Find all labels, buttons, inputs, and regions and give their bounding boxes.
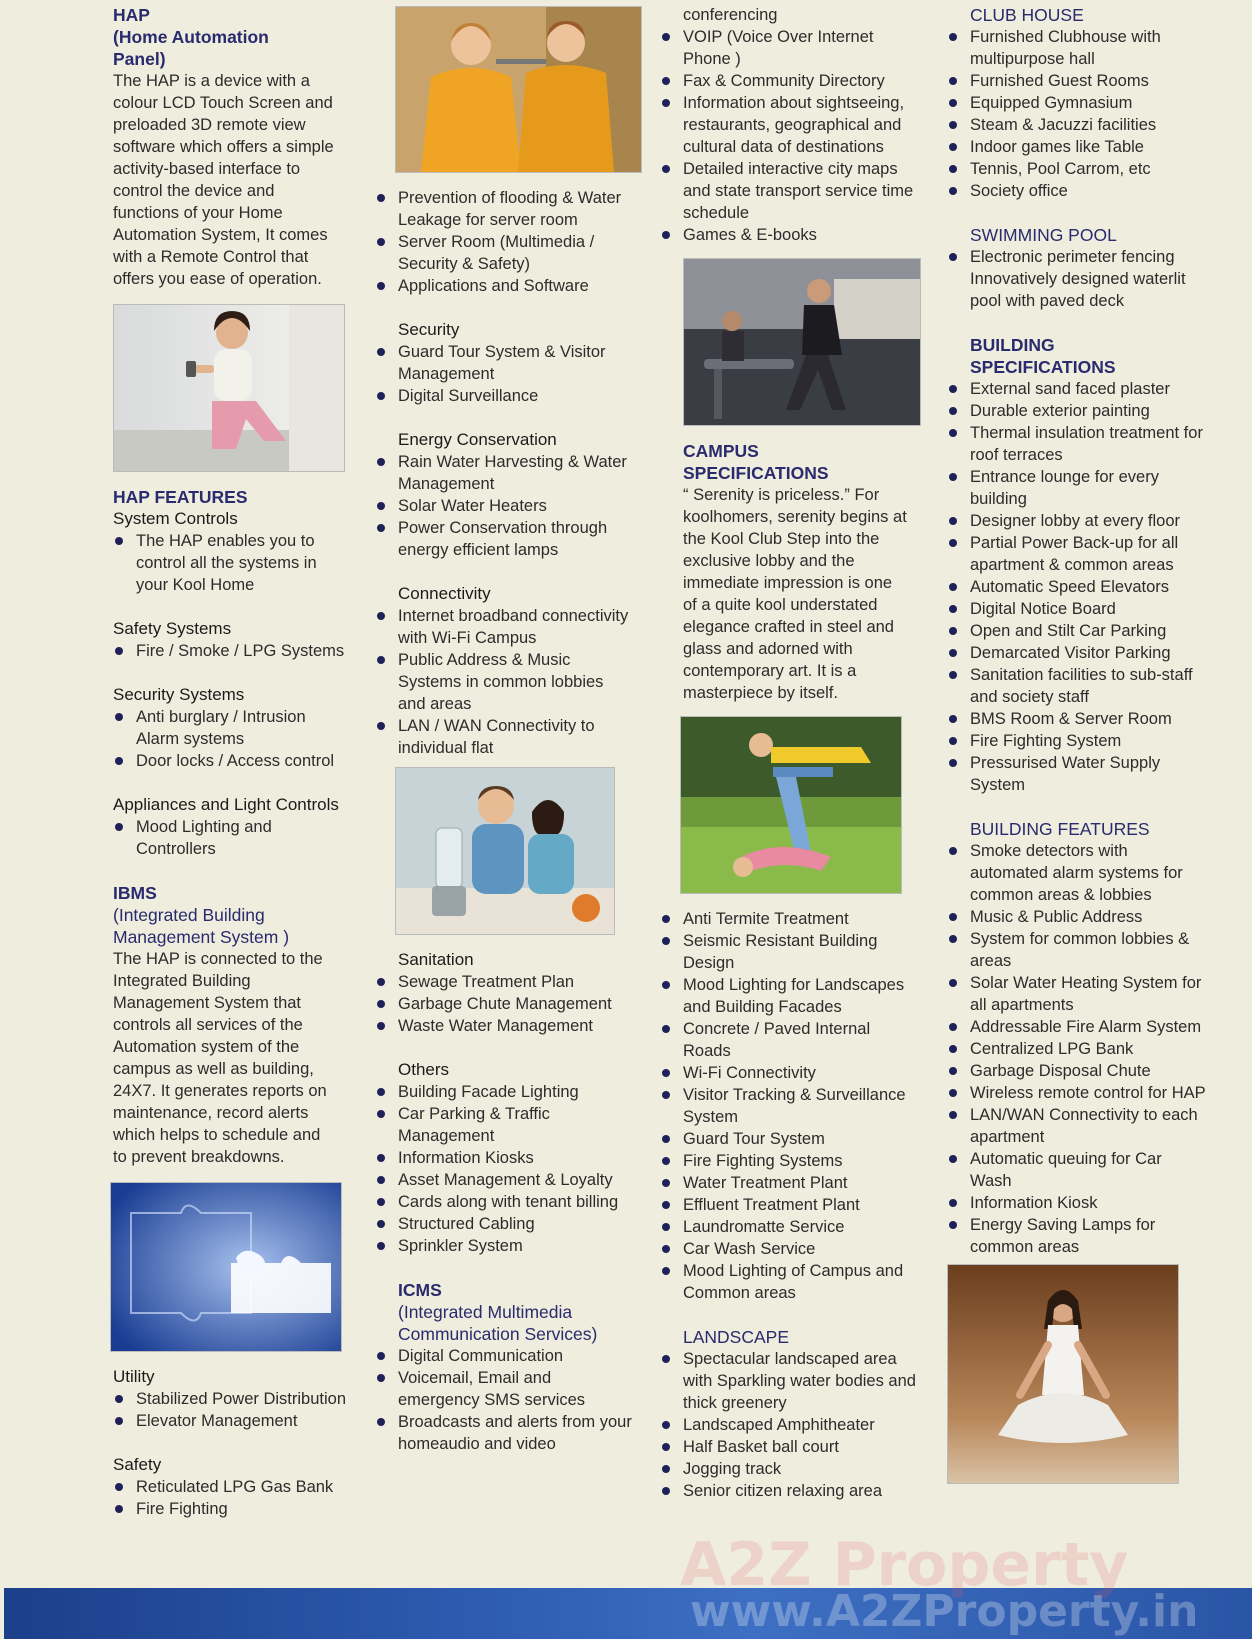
list-item: Games & E-books — [660, 224, 922, 246]
list-item: Partial Power Back-up for all apartment & common areas — [947, 532, 1207, 576]
campus-body — [660, 484, 922, 704]
list-item: Smoke detectors with automated alarm systems for common areas & lobbies — [947, 840, 1207, 906]
connectivity-heading: Connectivity — [398, 584, 491, 603]
list-item: Durable exterior painting — [947, 400, 1207, 422]
text-line: “ Serenity is priceless.” For — [683, 486, 880, 504]
text-line: with a Remote Control that — [113, 248, 309, 266]
icms-title: ICMS — [398, 1280, 442, 1300]
list-item: Solar Water Heaters — [375, 495, 633, 517]
list-item: Designer lobby at every floor — [947, 510, 1207, 532]
list-item: Electronic perimeter fencing Innovatively designed waterlit pool with paved deck — [947, 246, 1207, 312]
ibms-body — [113, 948, 348, 1168]
list-item: Sewage Treatment Plan — [375, 971, 633, 993]
text-line: the Kool Club Step into the — [683, 530, 880, 548]
swimming-pool-list — [947, 246, 1207, 312]
utility-list — [113, 1388, 348, 1432]
list-item: Steam & Jacuzzi facilities — [947, 114, 1207, 136]
list-item: Asset Management & Loyalty — [375, 1169, 633, 1191]
list-item: Automatic queuing for Car Wash — [947, 1148, 1207, 1192]
ibms-subtitle-line-1: (Integrated Building — [113, 905, 265, 925]
list-item: Information Kiosk — [947, 1192, 1207, 1214]
energy-heading: Energy Conservation — [398, 430, 557, 449]
list-item: Addressable Fire Alarm System — [947, 1016, 1207, 1038]
text-line: Automation system of the — [113, 1038, 300, 1056]
list-item: Waste Water Management — [375, 1015, 633, 1037]
list-item: Garbage Disposal Chute — [947, 1060, 1207, 1082]
building-specs-title-line-2: SPECIFICATIONS — [970, 357, 1116, 377]
woman-with-remote-illustration — [114, 305, 344, 471]
yoga-illustration — [948, 1265, 1178, 1483]
list-item: Fire / Smoke / LPG Systems — [113, 640, 348, 662]
list-item: Public Address & Music Systems in common lobbies and areas — [375, 649, 633, 715]
sanitation-list — [375, 971, 633, 1037]
security-systems-heading: Security Systems — [113, 685, 245, 704]
list-item: Wireless remote control for HAP — [947, 1082, 1207, 1104]
server-list — [375, 187, 633, 297]
text-line: functions of your Home — [113, 204, 283, 222]
list-item: Spectacular landscaped area with Sparkling water bodies and thick greenery — [660, 1348, 922, 1414]
list-item: Wi-Fi Connectivity — [660, 1062, 922, 1084]
landscape-title: LANDSCAPE — [683, 1327, 790, 1347]
list-item: Reticulated LPG Gas Bank — [113, 1476, 348, 1498]
list-item: Digital Surveillance — [375, 385, 633, 407]
list-item: Centralized LPG Bank — [947, 1038, 1207, 1060]
services-list — [660, 26, 922, 246]
hap-body — [113, 70, 348, 290]
column-3 — [660, 4, 922, 1502]
list-item: Information about sightseeing, restaurants, geographical and cultural data of destinations — [660, 92, 922, 158]
list-item: Cards along with tenant billing — [375, 1191, 633, 1213]
list-item: Automatic Speed Elevators — [947, 576, 1207, 598]
list-item: Server Room (Multimedia / Security & Safety) — [375, 231, 633, 275]
column-2 — [375, 4, 633, 1455]
text-line: maintenance, record alerts — [113, 1104, 309, 1122]
sanitation-heading: Sanitation — [398, 950, 474, 969]
text-line: 24X7. It generates reports on — [113, 1082, 327, 1100]
text-line: colour LCD Touch Screen and — [113, 94, 333, 112]
building-features-title: BUILDING FEATURES — [970, 819, 1150, 839]
text-line: which helps to schedule and — [113, 1126, 321, 1144]
list-item: Demarcated Visitor Parking — [947, 642, 1207, 664]
list-item: Pressurised Water Supply System — [947, 752, 1207, 796]
text-line: immediate impression is one — [683, 574, 893, 592]
text-line: koolhomers, serenity begins at — [683, 508, 907, 526]
hap-subtitle-line-1: (Home Automation — [113, 27, 269, 47]
list-item: Society office — [947, 180, 1207, 202]
security-systems-list — [113, 706, 348, 772]
list-item: The HAP enables you to control all the systems in your Kool Home — [113, 530, 348, 596]
list-item: Energy Saving Lamps for common areas — [947, 1214, 1207, 1258]
list-item: Power Conservation through energy efficient lamps — [375, 517, 633, 561]
text-line: preloaded 3D remote view — [113, 116, 306, 134]
club-house-list — [947, 26, 1207, 202]
list-item: Laundromatte Service — [660, 1216, 922, 1238]
building-features-list — [947, 840, 1207, 1258]
list-item: Digital Communication — [375, 1345, 633, 1367]
list-item: Broadcasts and alerts from your homeaudio and video — [375, 1411, 633, 1455]
list-item: Anti burglary / Intrusion Alarm systems — [113, 706, 348, 750]
gym-illustration — [684, 259, 920, 425]
list-item: Anti Termite Treatment — [660, 908, 922, 930]
text-line: control the device and — [113, 182, 275, 200]
father-child-photo — [680, 716, 902, 894]
list-item: Concrete / Paved Internal Roads — [660, 1018, 922, 1062]
building-specs-list — [947, 378, 1207, 796]
list-item: Structured Cabling — [375, 1213, 633, 1235]
list-item: Thermal insulation treatment for roof terraces — [947, 422, 1207, 466]
campus-title-line-2: SPECIFICATIONS — [683, 463, 829, 483]
list-item: Stabilized Power Distribution — [113, 1388, 348, 1410]
watermark-url: www.A2ZProperty.in — [690, 1586, 1199, 1637]
list-item: Open and Stilt Car Parking — [947, 620, 1207, 642]
hap-title: HAP — [113, 5, 150, 25]
list-item: Mood Lighting of Campus and Common areas — [660, 1260, 922, 1304]
list-item: Car Parking & Traffic Management — [375, 1103, 633, 1147]
list-item: Mood Lighting for Landscapes and Building Facades — [660, 974, 922, 1018]
list-item: Seismic Resistant Building Design — [660, 930, 922, 974]
list-item: Tennis, Pool Carrom, etc — [947, 158, 1207, 180]
connectivity-list — [375, 605, 633, 759]
text-line: elegance crafted in steel and — [683, 618, 894, 636]
puzzle-photo — [110, 1182, 342, 1352]
list-item: Internet broadband connectivity with Wi-Fi Campus — [375, 605, 633, 649]
kids-photo — [395, 6, 642, 173]
list-item: Sprinkler System — [375, 1235, 633, 1257]
list-item: Door locks / Access control — [113, 750, 348, 772]
campus-title-line-1: CAMPUS — [683, 441, 759, 461]
energy-list — [375, 451, 633, 561]
text-line: The HAP is connected to the — [113, 950, 323, 968]
others-list — [375, 1081, 633, 1257]
list-item: BMS Room & Server Room — [947, 708, 1207, 730]
list-item: Digital Notice Board — [947, 598, 1207, 620]
list-item: LAN / WAN Connectivity to individual flat — [375, 715, 633, 759]
column-4 — [947, 4, 1207, 1498]
list-item: Applications and Software — [375, 275, 633, 297]
security-list — [375, 341, 633, 407]
puzzle-illustration — [111, 1183, 341, 1351]
system-controls-heading: System Controls — [113, 509, 238, 528]
list-item: Indoor games like Table — [947, 136, 1207, 158]
list-item: Solar Water Heating System for all apartments — [947, 972, 1207, 1016]
club-house-title: CLUB HOUSE — [970, 5, 1084, 25]
list-item: Half Basket ball court — [660, 1436, 922, 1458]
list-item: System for common lobbies & areas — [947, 928, 1207, 972]
safety-systems-list — [113, 640, 348, 662]
safety-list — [113, 1476, 348, 1520]
list-item: Entrance lounge for every building — [947, 466, 1207, 510]
list-item: Visitor Tracking & Surveillance System — [660, 1084, 922, 1128]
list-item: Fire Fighting — [113, 1498, 348, 1520]
text-line: glass and adorned with — [683, 640, 853, 658]
appliances-list — [113, 816, 348, 860]
list-item: Water Treatment Plant — [660, 1172, 922, 1194]
text-line: of a quite kool understated — [683, 596, 878, 614]
couple-blender-photo — [395, 767, 615, 935]
list-item: Effluent Treatment Plant — [660, 1194, 922, 1216]
list-item: External sand faced plaster — [947, 378, 1207, 400]
kids-illustration — [396, 7, 641, 172]
text-line: contemporary art. It is a — [683, 662, 857, 680]
security-heading: Security — [398, 320, 460, 339]
list-item: Furnished Clubhouse with multipurpose hall — [947, 26, 1207, 70]
ibms-title: IBMS — [113, 883, 157, 903]
icms-list — [375, 1345, 633, 1455]
list-item: Music & Public Address — [947, 906, 1207, 928]
safety-heading: Safety — [113, 1455, 162, 1474]
list-item: Prevention of flooding & Water Leakage for server room — [375, 187, 633, 231]
text-line: activity-based interface to — [113, 160, 301, 178]
column-1 — [113, 4, 348, 1520]
icms-subtitle-line-2: Communication Services) — [398, 1324, 598, 1344]
list-item: Jogging track — [660, 1458, 922, 1480]
list-item: Fax & Community Directory — [660, 70, 922, 92]
list-item: Mood Lighting and Controllers — [113, 816, 348, 860]
list-item: Fire Fighting Systems — [660, 1150, 922, 1172]
list-item: Garbage Chute Management — [375, 993, 633, 1015]
text-line: conferencing — [683, 6, 778, 24]
system-controls-list — [113, 530, 348, 596]
couple-blender-illustration — [396, 768, 614, 934]
list-item: Voicemail, Email and emergency SMS services — [375, 1367, 633, 1411]
icms-subtitle-line-1: (Integrated Multimedia — [398, 1302, 573, 1322]
landscape-list — [660, 1348, 922, 1502]
text-line: Automation System, It comes — [113, 226, 328, 244]
utility-heading: Utility — [113, 1367, 155, 1386]
list-item: LAN/WAN Connectivity to each apartment — [947, 1104, 1207, 1148]
swimming-pool-title: SWIMMING POOL — [970, 225, 1117, 245]
text-line: masterpiece by itself. — [683, 684, 838, 702]
list-item: Car Wash Service — [660, 1238, 922, 1260]
list-item: Landscaped Amphitheater — [660, 1414, 922, 1436]
others-heading: Others — [398, 1060, 450, 1079]
text-line: The HAP is a device with a — [113, 72, 310, 90]
text-line: Integrated Building — [113, 972, 251, 990]
list-item: Sanitation facilities to sub-staff and society staff — [947, 664, 1207, 708]
list-item: Building Facade Lighting — [375, 1081, 633, 1103]
woman-with-remote-photo — [113, 304, 345, 472]
text-line: offers you ease of operation. — [113, 270, 322, 288]
list-item: Guard Tour System — [660, 1128, 922, 1150]
watermark-brand: A2Z Property — [680, 1530, 1129, 1600]
appliances-heading: Appliances and Light Controls — [113, 795, 339, 814]
yoga-photo — [947, 1264, 1179, 1484]
hap-subtitle-line-2: Panel) — [113, 49, 166, 69]
list-item: Fire Fighting System — [947, 730, 1207, 752]
list-item: Information Kiosks — [375, 1147, 633, 1169]
list-item: Equipped Gymnasium — [947, 92, 1207, 114]
list-item: Elevator Management — [113, 1410, 348, 1432]
text-line: exclusive lobby and the — [683, 552, 855, 570]
gym-photo — [683, 258, 921, 426]
campus-list — [660, 908, 922, 1304]
list-item: Senior citizen relaxing area — [660, 1480, 922, 1502]
list-item: Furnished Guest Rooms — [947, 70, 1207, 92]
text-line: campus as well as building, — [113, 1060, 314, 1078]
text-line: controls all services of the — [113, 1016, 303, 1034]
hap-features-title: HAP FEATURES — [113, 487, 248, 507]
list-item: Rain Water Harvesting & Water Management — [375, 451, 633, 495]
list-item: Detailed interactive city maps and state transport service time schedule — [660, 158, 922, 224]
text-line: Management System that — [113, 994, 302, 1012]
text-line: to prevent breakdowns. — [113, 1148, 285, 1166]
father-child-illustration — [681, 717, 901, 893]
building-specs-title-line-1: BUILDING — [970, 335, 1055, 355]
ibms-subtitle-line-2: Management System ) — [113, 927, 290, 947]
list-item: Guard Tour System & Visitor Management — [375, 341, 633, 385]
text-line: software which offers a simple — [113, 138, 334, 156]
safety-systems-heading: Safety Systems — [113, 619, 232, 638]
list-item: VOIP (Voice Over Internet Phone ) — [660, 26, 922, 70]
